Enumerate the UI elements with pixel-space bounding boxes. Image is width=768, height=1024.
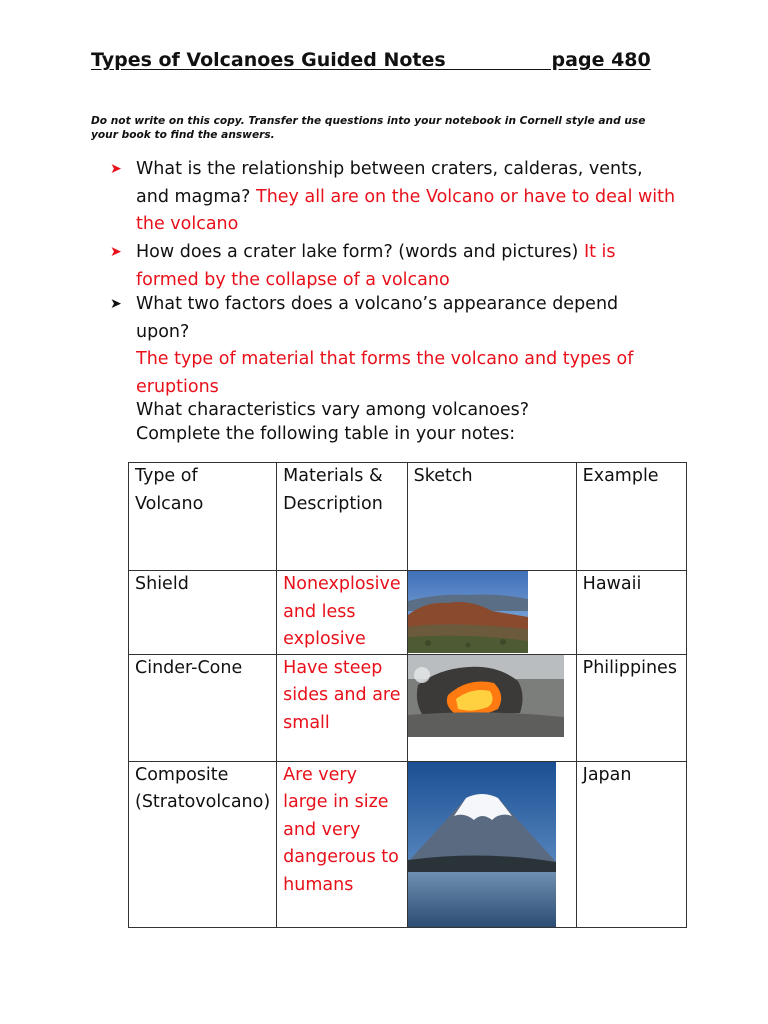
table-row: [129, 571, 687, 655]
cinder-cone-image: [408, 655, 564, 737]
type-cell: Composite (Stratovolcano): [129, 761, 277, 927]
example-cell: Japan: [576, 761, 686, 927]
shield-volcano-image: [408, 571, 528, 653]
description-cell: Have steep sides and are small: [277, 654, 407, 761]
table-row: [129, 761, 687, 927]
question-text: What is the relationship between craters, calderas, vents, and magma?: [136, 159, 643, 207]
header-cell: Example: [576, 463, 686, 571]
question-1: [110, 156, 676, 239]
example-cell: Hawaii: [576, 571, 686, 655]
followup-line-1: What characteristics vary among volcanoes?: [136, 400, 530, 420]
header-cell: Type of Volcano: [129, 463, 277, 571]
arrow-bullet-icon: ➤: [110, 244, 122, 260]
answer-text: The type of material that forms the volcano and types of eruptions: [136, 349, 634, 397]
question-3: [110, 291, 676, 401]
followup-line-2: Complete the following table in your notes:: [136, 424, 516, 444]
question-2: [110, 239, 676, 294]
page-title: Types of Volcanoes Guided Notes page 480: [91, 49, 651, 71]
sketch-cell: [407, 571, 576, 655]
sketch-cell: [407, 654, 576, 761]
answer-text: It is formed by the collapse of a volcano: [136, 242, 616, 290]
question-text: What two factors does a volcano’s appearance depend upon?: [136, 294, 619, 342]
table-header-row: [129, 463, 687, 571]
header-cell: Sketch: [407, 463, 576, 571]
description-cell: Nonexplosive and less explosive: [277, 571, 407, 655]
description-cell: Are very large in size and very dangerous to humans: [277, 761, 407, 927]
composite-volcano-image: [408, 762, 556, 927]
header-cell: Materials & Description: [277, 463, 407, 571]
arrow-bullet-icon: ➤: [110, 161, 122, 177]
type-cell: Cinder-Cone: [129, 654, 277, 761]
arrow-bullet-icon: ➤: [110, 296, 122, 312]
table-row: [129, 654, 687, 761]
question-text: How does a crater lake form? (words and pictures): [136, 242, 584, 262]
sketch-cell: [407, 761, 576, 927]
volcano-table: [128, 462, 687, 928]
type-cell: Shield: [129, 571, 277, 655]
example-cell: Philippines: [576, 654, 686, 761]
instruction-note: Do not write on this copy. Transfer the questions into your notebook in Cornell style and use your book to find the answers.: [91, 115, 646, 141]
answer-text: They all are on the Volcano or have to deal with the volcano: [136, 186, 676, 234]
